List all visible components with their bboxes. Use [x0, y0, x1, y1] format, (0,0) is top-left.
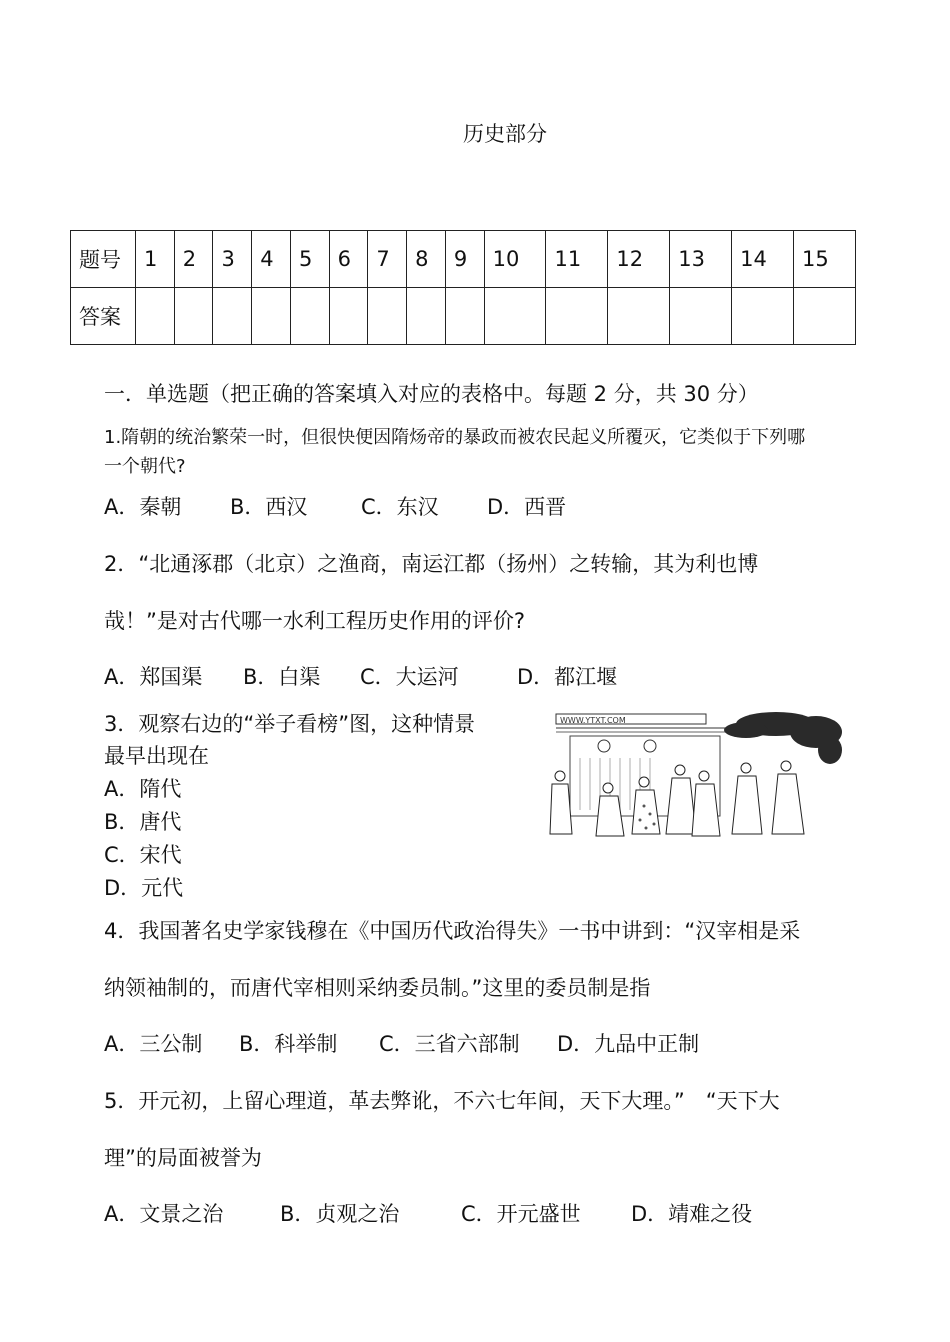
question-1-option-a[interactable]: A．秦朝: [104, 495, 182, 519]
answer-cell[interactable]: [546, 288, 608, 345]
answer-table: [70, 230, 856, 345]
scholars-viewing-exam-list-image: [546, 710, 844, 842]
question-3-option-d[interactable]: D．元代: [104, 876, 184, 900]
answer-cell[interactable]: [670, 288, 732, 345]
question-1-option-c[interactable]: C．东汉: [361, 495, 439, 519]
answer-cell[interactable]: [608, 288, 670, 345]
question-number-cell: 11: [546, 231, 608, 288]
table-row: [71, 288, 856, 345]
question-3-text-cont: 最早出现在: [104, 744, 209, 768]
question-number-cell: 6: [329, 231, 368, 288]
question-number-cell: 2: [174, 231, 213, 288]
question-5-text-cont: 理”的局面被誉为: [104, 1146, 262, 1170]
question-1-text: 1.隋朝的统治繁荣一时，但很快便因隋炀帝的暴政而被农民起义所覆灭，它类似于下列哪: [104, 427, 806, 448]
answer-cell[interactable]: [329, 288, 368, 345]
question-2-option-b[interactable]: B．白渠: [243, 665, 321, 689]
question-4-text-cont: 纳领袖制的，而唐代宰相则采纳委员制。”这里的委员制是指: [104, 976, 651, 1000]
answer-cell[interactable]: [368, 288, 407, 345]
answer-cell[interactable]: [136, 288, 175, 345]
question-number-cell: 3: [213, 231, 252, 288]
question-1-text-cont: 一个朝代?: [104, 456, 186, 477]
question-4-option-d[interactable]: D．九品中正制: [557, 1032, 700, 1056]
question-4-option-c[interactable]: C．三省六部制: [379, 1032, 520, 1056]
page-title: 历史部分: [463, 122, 547, 146]
question-2-text-cont: 哉！”是对古代哪一水利工程历史作用的评价?: [104, 609, 526, 633]
question-5-text: 5．开元初，上留心理道，革去弊讹，不六七年间，天下大理。” “天下大: [104, 1089, 780, 1113]
answer-cell[interactable]: [445, 288, 484, 345]
row-label-answer: 答案: [71, 288, 136, 345]
question-5-option-c[interactable]: C．开元盛世: [461, 1202, 581, 1226]
question-2-option-c[interactable]: C．大运河: [360, 665, 459, 689]
question-number-cell: 12: [608, 231, 670, 288]
answer-cell[interactable]: [793, 288, 855, 345]
row-label-number: 题号: [71, 231, 136, 288]
question-number-cell: 10: [484, 231, 546, 288]
question-4-option-a[interactable]: A．三公制: [104, 1032, 203, 1056]
answer-cell[interactable]: [484, 288, 546, 345]
table-row: [71, 231, 856, 288]
question-5-option-d[interactable]: D．靖难之役: [631, 1202, 753, 1226]
question-3-option-b[interactable]: B．唐代: [104, 810, 182, 834]
answer-cell[interactable]: [732, 288, 794, 345]
question-3-option-c[interactable]: C．宋代: [104, 843, 182, 867]
image-watermark-text: WWW.YTXT.COM: [560, 716, 626, 725]
question-5-option-b[interactable]: B．贞观之治: [280, 1202, 400, 1226]
question-number-cell: 14: [732, 231, 794, 288]
question-4-text: 4．我国著名史学家钱穆在《中国历代政治得失》一书中讲到：“汉宰相是采: [104, 919, 801, 943]
question-number-cell: 1: [136, 231, 175, 288]
answer-cell[interactable]: [252, 288, 291, 345]
question-number-cell: 5: [290, 231, 329, 288]
answer-cell[interactable]: [290, 288, 329, 345]
question-2-option-a[interactable]: A．郑国渠: [104, 665, 203, 689]
question-number-cell: 4: [252, 231, 291, 288]
answer-cell[interactable]: [407, 288, 446, 345]
question-number-cell: 9: [445, 231, 484, 288]
question-number-cell: 13: [670, 231, 732, 288]
question-2-text: 2．“北通涿郡（北京）之渔商，南运江都（扬州）之转输，其为利也博: [104, 552, 759, 576]
question-1-option-b[interactable]: B．西汉: [230, 495, 308, 519]
section-heading: 一．单选题（把正确的答案填入对应的表格中。每题 2 分，共 30 分）: [104, 382, 759, 406]
question-5-option-a[interactable]: A．文景之治: [104, 1202, 224, 1226]
question-2-option-d[interactable]: D．都江堰: [517, 665, 618, 689]
question-number-cell: 15: [793, 231, 855, 288]
question-number-cell: 8: [407, 231, 446, 288]
question-1-option-d[interactable]: D．西晋: [487, 495, 567, 519]
answer-cell[interactable]: [174, 288, 213, 345]
question-3-option-a[interactable]: A．隋代: [104, 777, 182, 801]
question-number-cell: 7: [368, 231, 407, 288]
answer-cell[interactable]: [213, 288, 252, 345]
question-3-text: 3．观察右边的“举子看榜”图，这种情景: [104, 712, 476, 736]
question-4-option-b[interactable]: B．科举制: [239, 1032, 338, 1056]
